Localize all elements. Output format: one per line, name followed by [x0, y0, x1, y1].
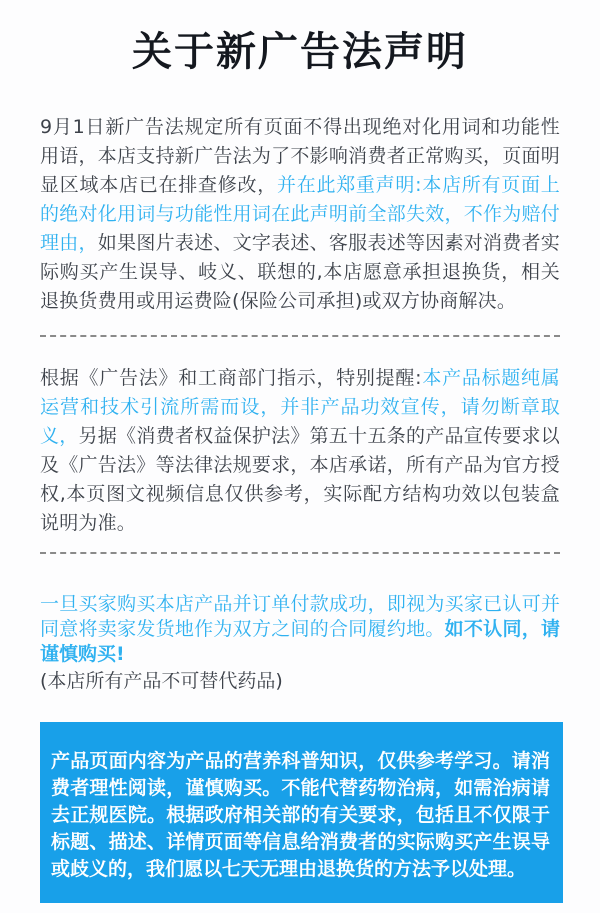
agreement-note-text: (本店所有产品不可替代药品)	[40, 670, 283, 692]
dashed-divider-2	[40, 552, 560, 554]
statement-highlight-text: 并在此郑重声明:本店所有页面上的绝对化用词与功能性用词在此声明前全部失效，不作为赔付理由，	[40, 174, 560, 254]
notice-box-text: 产品页面内容为产品的营养科普知识，仅供参考学习。请消费者理性阅读，谨慎购买。不能代替药物治病，如需治病请去正规医院。根据政府相关部的有关要求，包括且不仅限于标题、描述、详情页面等信息给消费者的实际购买产生误导或歧义的，我们愿以七天无理由退换货的方法予以处理。	[51, 750, 550, 880]
page-title: 关于新广告法声明	[132, 29, 468, 75]
agreement-paragraph	[40, 592, 560, 694]
agreement-highlight-text: 一旦买家购买本店产品并订单付款成功，即视为买家已认可并同意将卖家发货地作为双方之间的合同履约地。	[40, 593, 560, 640]
blue-notice-box	[40, 722, 563, 903]
agreement-warning-text: 如不认同，请谨慎购买!	[40, 618, 560, 665]
dashed-divider-1	[40, 335, 560, 337]
reminder-paragraph	[40, 364, 560, 538]
statement-lead-text: 9月1日新广告法规定所有页面不得出现绝对化用词和功能性用语，本店支持新广告法为了不影响消费者正常购买，页面明显区域本店已在排查修改，	[40, 116, 560, 196]
statement-tail-text: 如果图片表述、文字表述、客服表述等因素对消费者实际购买产生误导、岐义、联想的,本店愿意承担退换货，相关退换货费用或用运费险(保险公司承担)或双方协商解决。	[40, 232, 560, 312]
statement-paragraph	[40, 113, 560, 316]
reminder-lead-text: 根据《广告法》和工商部门指示，特别提醒:	[40, 367, 422, 389]
reminder-tail-text: 另据《消费者权益保护法》第五十五条的产品宣传要求以及《广告法》等法律法规要求，本店承诺，所有产品为官方授权,本页图文视频信息仅供参考，实际配方结构功效以包装盒说明为准。	[40, 425, 560, 534]
reminder-highlight-text: 本产品标题纯属运营和技术引流所需而设，并非产品功效宣传，请勿断章取义，	[40, 367, 561, 447]
